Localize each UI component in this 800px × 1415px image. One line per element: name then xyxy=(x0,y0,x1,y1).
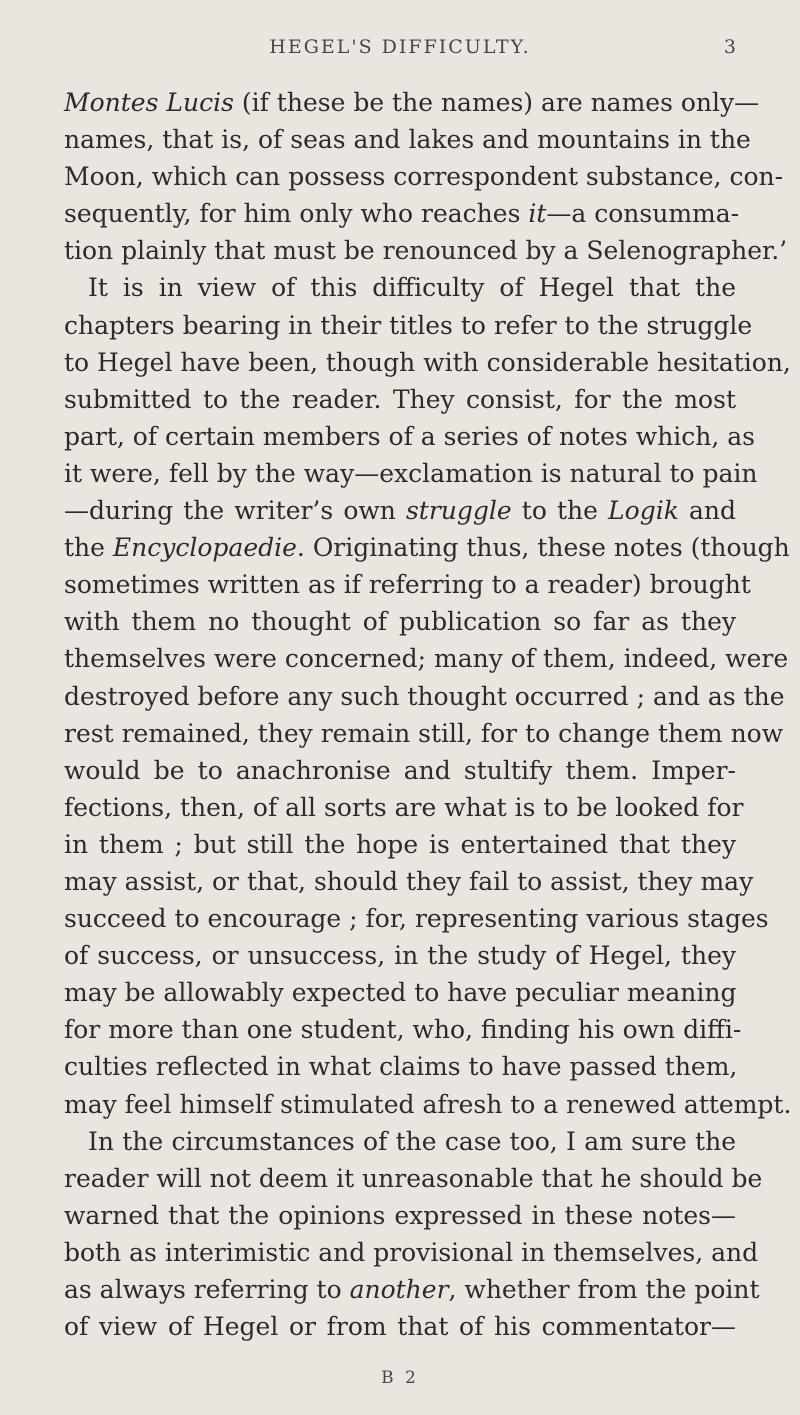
text-line: may feel himself stimulated afresh to a renewed attempt. xyxy=(64,1089,792,1119)
body-text xyxy=(64,84,792,1345)
page-number: 3 xyxy=(723,36,736,58)
text-line: for more than one student, who, finding his own diffi- xyxy=(64,1015,742,1045)
text-line: may be allowably expected to have peculiar meaning xyxy=(64,978,737,1008)
text-line: names, that is, of seas and lakes and mountains in the xyxy=(64,125,751,155)
text-line: both as interimistic and provisional in themselves, and xyxy=(64,1237,759,1267)
text-line: the Encyclopaedie. Originating thus, these notes (though xyxy=(64,533,790,563)
text-line: In the circumstances of the case too, I am sure the xyxy=(88,1126,736,1156)
text-line: submitted to the reader. They consist, for the most xyxy=(64,384,736,414)
text-line: —during the writer’s own struggle to the Logik and xyxy=(64,496,736,526)
text-line: of view of Hegel or from that of his commentator— xyxy=(64,1312,736,1342)
text-line: may assist, or that, should they fail to assist, they may xyxy=(64,866,754,896)
text-line: with them no thought of publication so far as they xyxy=(64,607,736,637)
text-line: it were, fell by the way—exclamation is natural to pain xyxy=(64,458,758,488)
signature-mark: B 2 xyxy=(381,1368,419,1388)
running-head: HEGEL'S DIFFICULTY. xyxy=(269,36,531,58)
text-line: succeed to encourage ; for, representing various stages xyxy=(64,904,769,934)
text-line: chapters bearing in their titles to refer to the struggle xyxy=(64,310,753,340)
text-line: tion plainly that must be renounced by a Selenographer.’ xyxy=(64,236,788,266)
text-line: It is in view of this difficulty of Hegel that the xyxy=(88,273,736,303)
text-line: part, of certain members of a series of notes which, as xyxy=(64,421,756,451)
text-line: warned that the opinions expressed in these notes— xyxy=(64,1200,736,1230)
text-line: reader will not deem it unreasonable that he should be xyxy=(64,1163,763,1193)
text-line: as always referring to another, whether from the point xyxy=(64,1275,760,1304)
text-line: Montes Lucis (if these be the names) are names only— xyxy=(64,88,760,117)
text-line: rest remained, they remain still, for to change them now xyxy=(64,718,784,748)
text-line: in them ; but still the hope is entertained that they xyxy=(64,829,736,859)
text-line: themselves were concerned; many of them, indeed, were xyxy=(64,644,789,674)
text-line: to Hegel have been, though with considerable hesitation, xyxy=(64,347,791,377)
text-line: destroyed before any such thought occurred ; and as the xyxy=(64,681,785,711)
text-line: sometimes written as if referring to a reader) brought xyxy=(64,570,751,600)
page-header xyxy=(0,36,800,66)
text-line: Moon, which can possess correspondent substance, con- xyxy=(64,162,784,192)
text-line: fections, then, of all sorts are what is to be looked for xyxy=(64,792,744,822)
text-line: sequently, for him only who reaches it—a consumma- xyxy=(64,199,740,229)
text-line: would be to anachronise and stultify them. Imper- xyxy=(64,755,736,785)
text-line: culties reflected in what claims to have passed them, xyxy=(64,1052,738,1082)
text-line: of success, or unsuccess, in the study of Hegel, they xyxy=(64,941,736,971)
